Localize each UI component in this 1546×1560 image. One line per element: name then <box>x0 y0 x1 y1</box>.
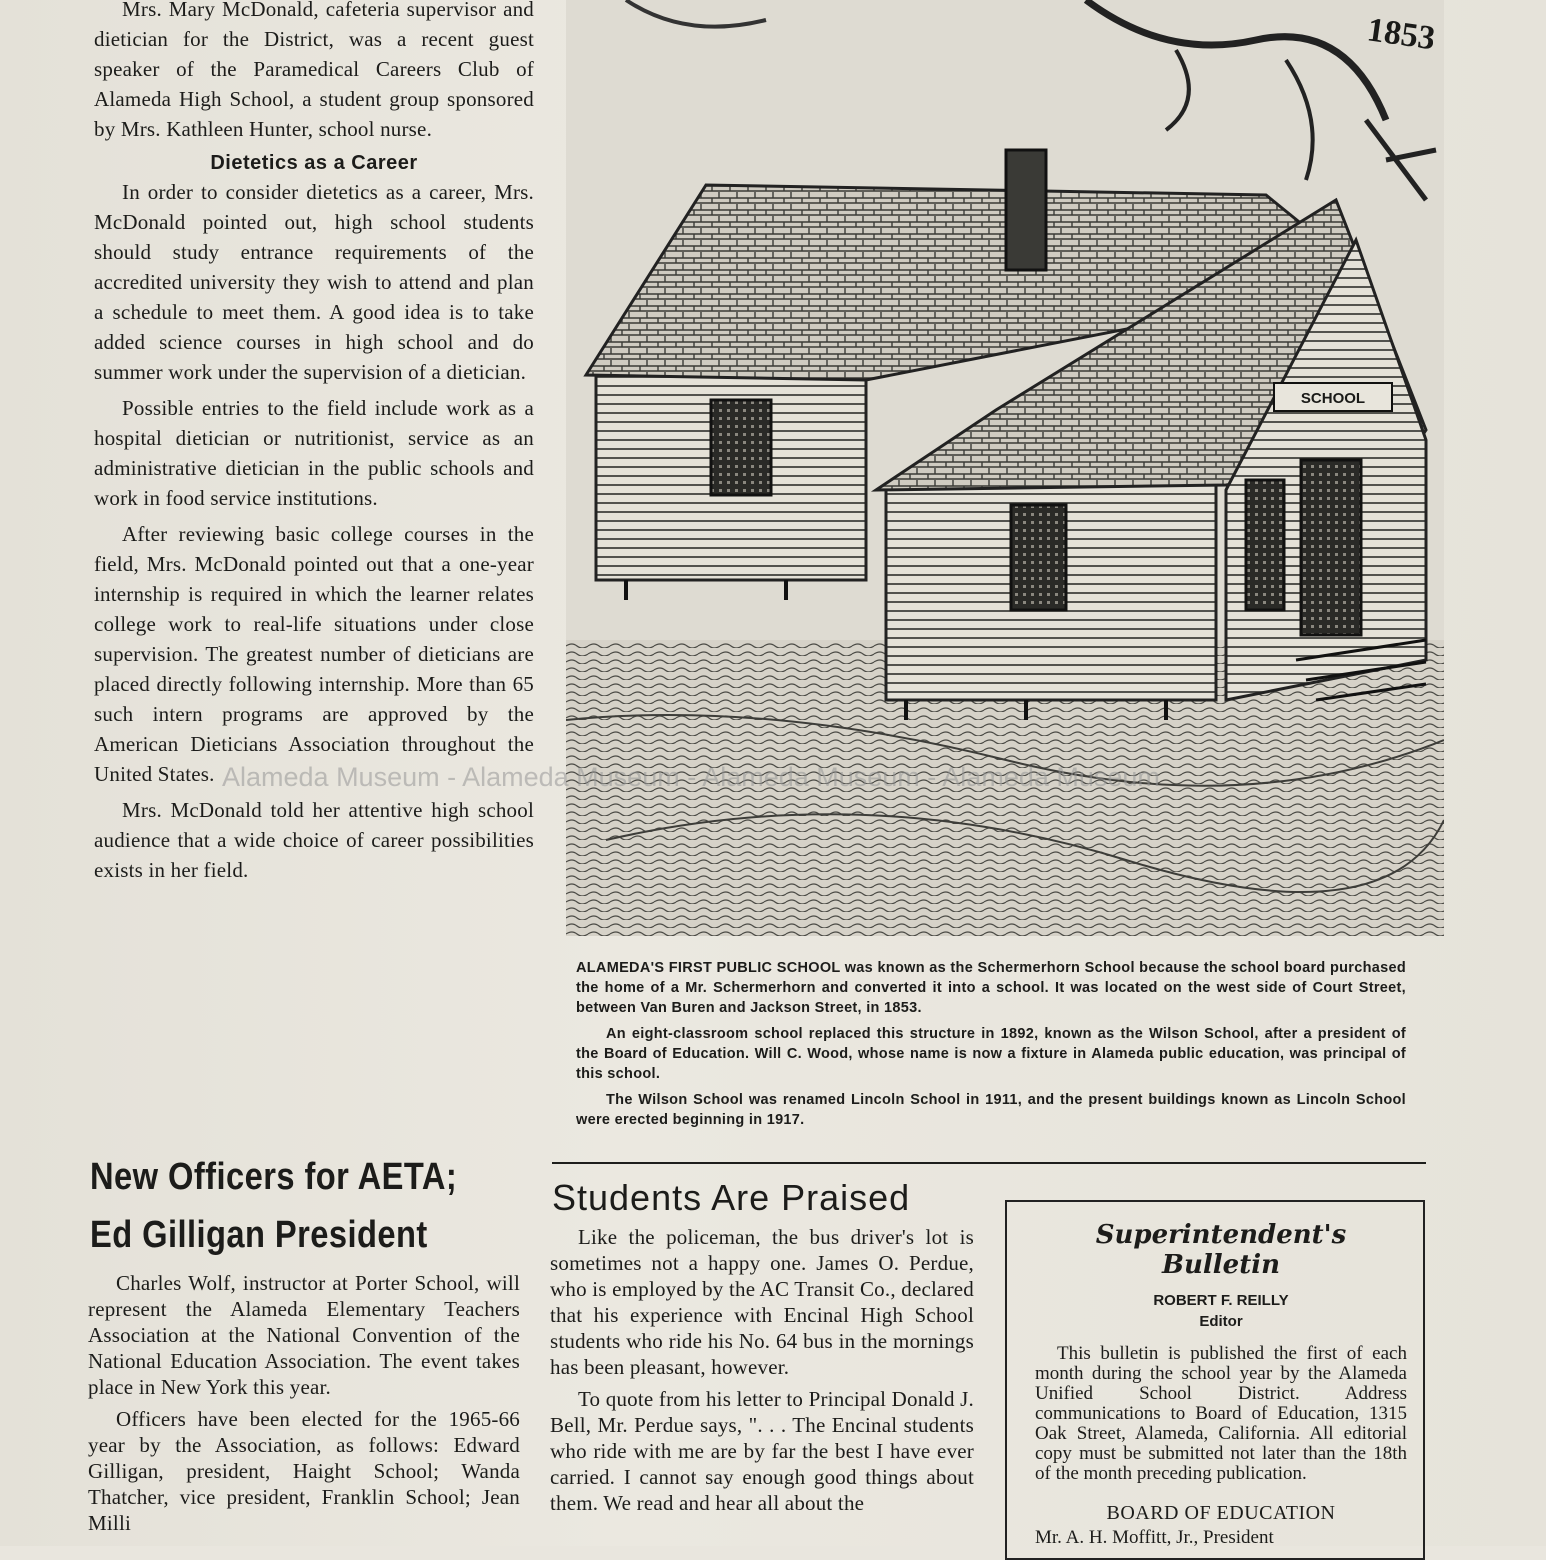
article-paragraph: To quote from his letter to Principal Donald J. Bell, Mr. Perdue says, ". . . The Encinal students who ride with me are by far the best I have ever carried. I cannot say enough good things about them. We read and hear all about the <box>550 1387 974 1515</box>
museum-watermark: Alameda Museum - Alameda Museum - Alameda Museum - Alameda Museum <box>222 762 1160 792</box>
editor-role: Editor <box>1199 1313 1243 1330</box>
caption-text: was known as the Schermerhorn School because the school board purchased the home of a Mr. Schermerhorn and converted it into a school. It was located on the west side of Court Street, between Van Buren and Jackson Street, in 1853. <box>576 960 1406 1016</box>
headline-line: New Officers for AETA; <box>90 1156 458 1198</box>
article-paragraph: In order to consider dietetics as a career, Mrs. McDonald pointed out, high school students should study entrance requirements of the accredited university they wish to attend and plan a schedule to meet them. A good idea is to take added science courses in high school and do summer work under the supervision of a dietician. <box>94 180 534 384</box>
article-paragraph: Charles Wolf, instructor at Porter School, will represent the Alameda Elementary Teachers Association at the National Convention of the National Education Association. The event takes place in New York this year. <box>88 1271 520 1399</box>
board-member: Mr. A. H. Moffitt, Jr., President <box>1035 1527 1274 1548</box>
school-sign-text: SCHOOL <box>1300 390 1366 407</box>
corner-year-text: 1853 <box>1364 11 1438 58</box>
aeta-headline <box>90 1148 537 1264</box>
article-subhead: Dietetics as a Career <box>210 152 418 174</box>
schoolhouse-illustration <box>566 0 1444 936</box>
schoolhouse-drawing <box>566 0 1444 936</box>
board-heading: BOARD OF EDUCATION <box>1106 1502 1336 1524</box>
students-headline: Students Are Praised <box>552 1177 911 1218</box>
caption-paragraph: The Wilson School was renamed Lincoln School in 1911, and the present buildings known as Lincoln School were erected beginning in 1917. <box>576 1092 1406 1128</box>
dietetics-article <box>94 0 534 885</box>
bulletin-title: Superintendent's Bulletin <box>1095 1220 1347 1280</box>
article-paragraph: Mrs. McDonald told her attentive high school audience that a wide choice of career possibilities exists in her field. <box>94 798 534 882</box>
article-paragraph: Mrs. Mary McDonald, cafeteria supervisor and dietician for the District, was a recent guest speaker of the Paramedical Careers Club of Alameda High School, a student group sponsored by Mrs. Kathleen Hunter, school nurse. <box>94 0 534 141</box>
superintendent-bulletin-box <box>1005 1200 1425 1560</box>
caption-lead: ALAMEDA'S FIRST PUBLIC SCHOOL <box>576 960 841 976</box>
aeta-article <box>88 1270 520 1536</box>
article-paragraph: Possible entries to the field include work as a hospital dietician or nutritionist, service as an administrative dietician in the public schools and work in food service institutions. <box>94 396 534 510</box>
headline-line: Ed Gilligan President <box>90 1214 428 1256</box>
section-divider <box>552 1162 1426 1164</box>
students-article <box>550 1224 974 1516</box>
article-paragraph: After reviewing basic college courses in the field, Mrs. McDonald pointed out that a one-year internship is required in which the learner relates college work to real-life situations under close supervision. The greatest number of dieticians are placed directly following internship. More than 65 such intern programs are approved by the American Dieticians Association throughout the United States. <box>94 522 534 786</box>
caption-paragraph: An eight-classroom school replaced this structure in 1892, known as the Wilson School, after a president of the Board of Education. Will C. Wood, whose name is now a fixture in Alameda public education, was principal of this school. <box>576 1026 1406 1082</box>
editor-name: ROBERT F. REILLY <box>1153 1292 1289 1309</box>
article-paragraph: Like the policeman, the bus driver's lot is sometimes not a happy one. James O. Perdue, who is employed by the AC Transit Co., declared that his experience with Encinal High School students who ride his No. 64 bus in the mornings has been pleasant, however. <box>550 1225 974 1379</box>
bulletin-body: This bulletin is published the first of each month during the school year by the Alameda Unified School District. Address communications to Board of Education, 1315 Oak Street, Alameda, California. All editorial copy must be submitted not later than the 18th of the month preceding publication. <box>1035 1343 1407 1484</box>
article-paragraph: Officers have been elected for the 1965-66 year by the Association, as follows: Edward Gilligan, president, Haight School; Wanda Thatcher, vice president, Franklin School; Jean Milli <box>88 1407 520 1535</box>
illustration-caption <box>576 958 1406 1136</box>
